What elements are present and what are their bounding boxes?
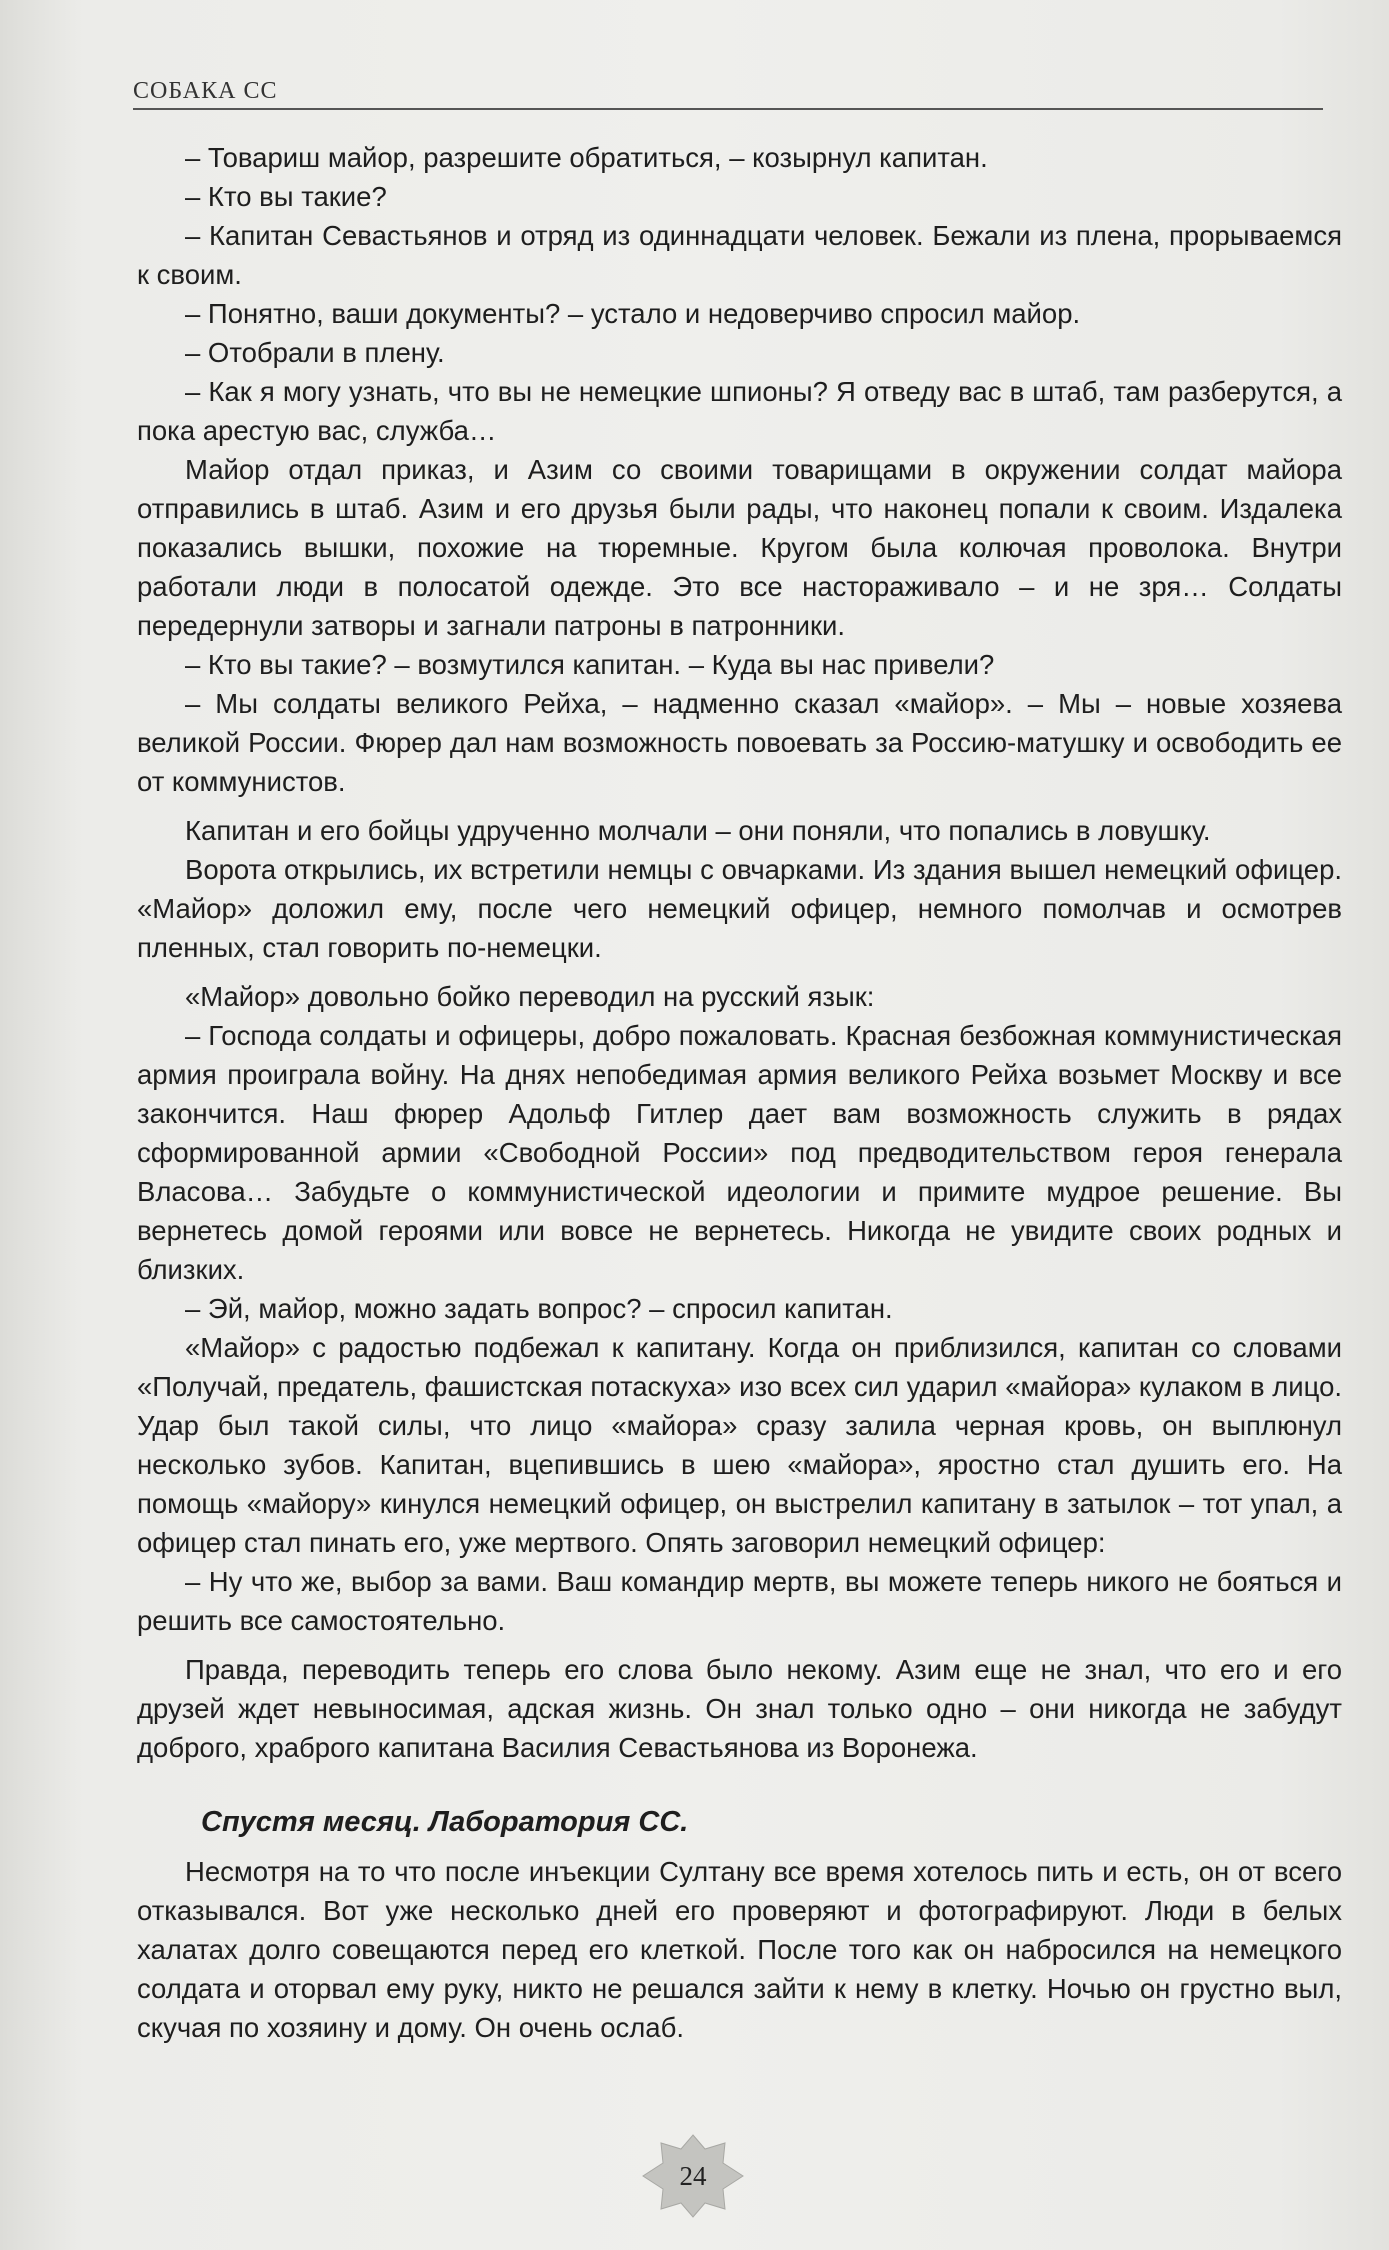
running-header-title: СОБАКА СС <box>133 78 278 104</box>
page-number: 24 <box>679 2161 707 2191</box>
paragraph-gap <box>137 801 1342 811</box>
section-gap <box>137 1767 1342 1803</box>
dialogue-line: – Капитан Севастьянов и отряд из одиннадцати человек. Бежали из плена, прорываемся к своим. <box>137 220 1342 290</box>
paragraph-gap <box>137 1640 1342 1650</box>
dialogue-line: – Понятно, ваши документы? – устало и недоверчиво спросил майор. <box>185 298 1081 329</box>
dialogue-line: – Товариш майор, разрешите обратиться, – козырнул капитан. <box>185 142 988 173</box>
dialogue-line: – Господа солдаты и офицеры, добро пожаловать. Красная безбожная коммунистическая армия проиграла войну. На днях непобедимая армия великого Рейха возьмет Москву и все закончится. Наш фюрер Адольф Гитлер дает вам возможность служить в рядах сформированной армии «Свободной России» под предводительством героя генерала Власова… Забудьте о коммунистической идеологии и примите мудрое решение. Вы вернетесь домой героями или вовсе не вернетесь. Никогда не увидите своих родных и близких. <box>137 1020 1342 1285</box>
paragraph-gap <box>137 967 1342 977</box>
body-paragraph: Правда, переводить теперь его слова было некому. Азим еще не знал, что его и его друзей ждет невыносимая, адская жизнь. Он знал только одно – они никогда не забудут доброго, храброго капитана Василия Севастьянова из Воронежа. <box>137 1654 1342 1763</box>
dialogue-line: – Эй, майор, можно задать вопрос? – спросил капитан. <box>185 1293 893 1324</box>
dialogue-line: – Отобрали в плену. <box>185 337 445 368</box>
paragraph-gap <box>137 1842 1342 1852</box>
body-paragraph: «Майор» с радостью подбежал к капитану. Когда он приблизился, капитан со словами «Получай, предатель, фашистская потаскуха» изо всех сил ударил «майора» кулаком в лицо. Удар был такой силы, что лицо «майора» сразу залила черная кровь, он выплюнул несколько зубов. Капитан, вцепившись в шею «майора», яростно стал душить его. На помощь «майору» кинулся немецкий офицер, он выстрелил капитану в затылок – тот упал, а офицер стал пинать его, уже мертвого. Опять заговорил немецкий офицер: <box>137 1332 1342 1558</box>
body-paragraph: «Майор» довольно бойко переводил на русский язык: <box>185 981 875 1012</box>
running-header <box>133 78 1323 110</box>
body-paragraph: Несмотря на то что после инъекции Султану все время хотелось пить и есть, он от всего отказывался. Вот уже несколько дней его проверяют и фотографируют. Люди в белых халатах долго совещаются перед его клеткой. После того как он набросился на немецкого солдата и оторвал ему руку, никто не решался зайти к нему в клетку. Ночью он грустно выл, скучая по хозяину и дому. Он очень ослаб. <box>137 1856 1342 2043</box>
body-paragraph: Капитан и его бойцы удрученно молчали – они поняли, что попались в ловушку. <box>185 815 1211 846</box>
body-paragraph: Ворота открылись, их встретили немцы с овчарками. Из здания вышел немецкий офицер. «Майор» доложил ему, после чего немецкий офицер, немного помолчав и осмотрев пленных, стал говорить по-немецки. <box>137 854 1342 963</box>
dialogue-line: – Мы солдаты великого Рейха, – надменно сказал «майор». – Мы – новые хозяева великой России. Фюрер дал нам возможность повоевать за Россию-матушку и освободить ее от коммунистов. <box>137 688 1342 797</box>
body-paragraph: Майор отдал приказ, и Азим со своими товарищами в окружении солдат майора отправились в штаб. Азим и его друзья были рады, что наконец попали к своим. Издалека показались вышки, похожие на тюремные. Кругом была колючая проволока. Внутри работали люди в полосатой одежде. Это все настораживало – и не зря… Солдаты передернули затворы и загнали патроны в патронники. <box>137 454 1342 641</box>
page-number-badge <box>641 2133 745 2219</box>
section-heading: Спустя месяц. Лаборатория СС. <box>201 1806 689 1838</box>
dialogue-line: – Кто вы такие? <box>185 181 387 212</box>
dialogue-line: – Кто вы такие? – возмутился капитан. – Куда вы нас привели? <box>185 649 995 680</box>
dialogue-line: – Как я могу узнать, что вы не немецкие шпионы? Я отведу вас в штаб, там разберутся, а пока арестую вас, служба… <box>137 376 1342 446</box>
page-body <box>137 138 1342 2047</box>
dialogue-line: – Ну что же, выбор за вами. Ваш командир мертв, вы можете теперь никого не бояться и решить все самостоятельно. <box>137 1566 1342 1636</box>
